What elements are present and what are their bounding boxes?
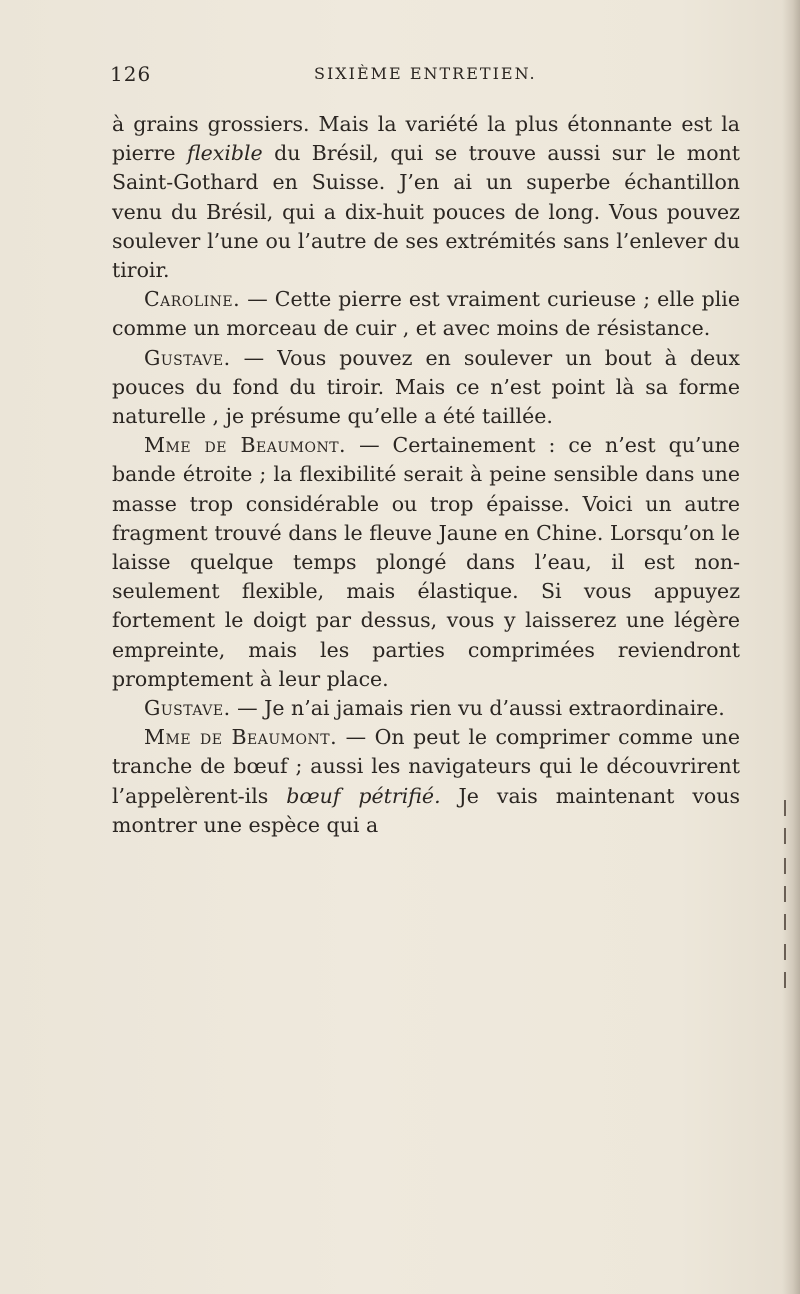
margin-mark [784, 886, 786, 902]
running-head [110, 62, 730, 92]
speaker-name: Gustave. [144, 696, 231, 721]
paragraph [112, 344, 740, 432]
speaker-name: Mme de Beaumont. [144, 433, 347, 458]
paragraph-text: — Certainement : ce n’est qu’une bande étroite ; la flexibilité serait à peine sensible dans une masse trop considérable ou trop épaisse. Voici un autre fragment trouvé dans le fleuve Jaune en Chine. Lorsqu’on le laisse quelque temps plongé dans l’eau, il est non-seulement flexible, mais élastique. Si vous appuyez fortement le doigt par dessus, vous y laisserez une légère empreinte, mais les parties comprimées reviendront promptement à leur place. [112, 433, 740, 691]
margin-mark [784, 914, 786, 930]
speaker-name: Caroline. [144, 287, 241, 312]
paragraph [112, 431, 740, 694]
bleed-through-marks [780, 0, 800, 1294]
paragraph [112, 110, 740, 285]
margin-mark [784, 944, 786, 960]
paragraph-text: — On peut le comprimer comme une tranche de bœuf ; aussi les navigateurs qui le découvrirent l’appelèrent-ils [112, 725, 740, 808]
margin-mark [784, 858, 786, 874]
paragraph-text: — Je n’ai jamais rien vu d’aussi extraordinaire. [230, 696, 725, 721]
italic-term: flexible [186, 141, 263, 166]
speaker-name: Gustave. [144, 345, 231, 370]
paragraph [112, 694, 740, 723]
page-number: 126 [110, 62, 152, 86]
speaker-name: Mme de Beaumont. [144, 725, 338, 750]
paragraph [112, 723, 740, 840]
paragraph-text: à grains grossiers. Mais la variété la plus étonnante est la pierre [112, 112, 740, 166]
paragraph-text: — Vous pouvez en soulever un bout à deux pouces du fond du tiroir. Mais ce n’est point là sa forme naturelle , je présume qu’elle a été taillée. [112, 345, 740, 429]
paragraph [112, 285, 740, 343]
margin-mark [784, 972, 786, 988]
margin-mark [784, 800, 786, 816]
italic-term: bœuf pétrifié. [286, 783, 441, 808]
body-text [112, 110, 740, 840]
margin-mark [784, 828, 786, 844]
paragraph-text: Je vais maintenant vous montrer une espèce qui a [112, 783, 740, 837]
paragraph-text: — Cette pierre est vraiment curieuse ; elle plie comme un morceau de cuir , et avec moins de résistance. [112, 287, 740, 341]
running-title: SIXIÈME ENTRETIEN. [314, 64, 537, 83]
paragraph-text: du Brésil, qui se trouve aussi sur le mont Saint-Gothard en Suisse. J’en ai un superbe échantillon venu du Brésil, qui a dix-huit pouces de long. Vous pouvez soulever l’une ou l’autre de ses extrémités sans l’enlever du tiroir. [112, 141, 741, 283]
